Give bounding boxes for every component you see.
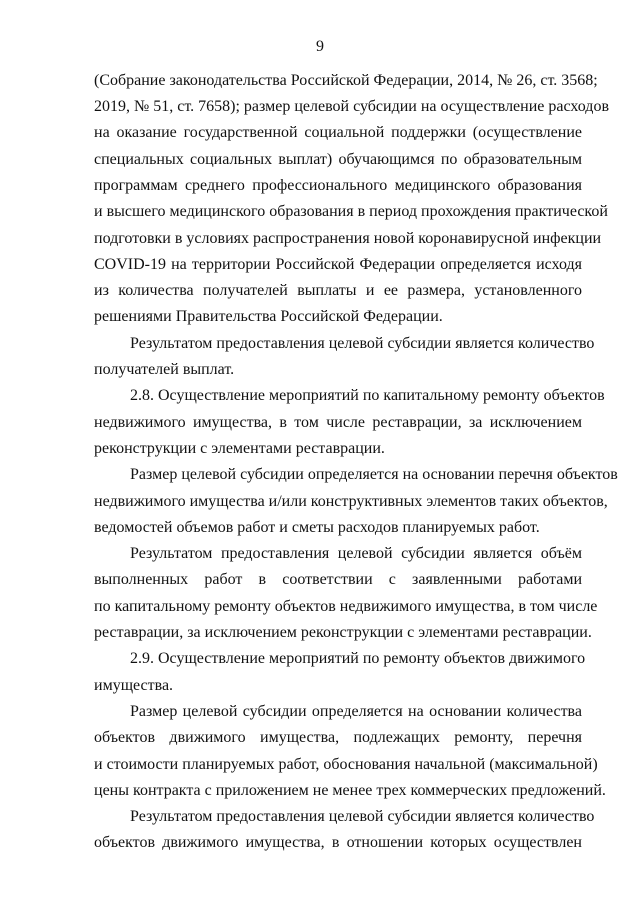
- text-line: решениями Правительства Российской Федерации.: [94, 308, 443, 325]
- text-line: Результатом предоставления целевой субсидии является количество: [130, 335, 595, 352]
- text-line: из количества получателей выплаты и ее размера, установленного: [94, 282, 582, 299]
- text-line: подготовки в условиях распространения новой коронавирусной инфекции: [94, 230, 602, 247]
- page-number: 9: [316, 38, 324, 55]
- text-line: Результатом предоставления целевой субсидии является объём: [130, 545, 582, 562]
- text-line: 2019, № 51, ст. 7658); размер целевой субсидии на осуществление расходов: [94, 98, 609, 115]
- text-line: недвижимого имущества, в том числе реставрации, за исключением: [94, 414, 582, 431]
- text-line: 2.9. Осуществление мероприятий по ремонту объектов движимого: [130, 650, 586, 667]
- text-line: и высшего медицинского образования в период прохождения практической: [94, 203, 608, 220]
- text-line: объектов движимого имущества, подлежащих ремонту, перечня: [94, 729, 582, 746]
- text-line: реставрации, за исключением реконструкции с элементами реставрации.: [94, 624, 592, 641]
- text-line: специальных социальных выплат) обучающимся по образовательным: [94, 151, 582, 168]
- text-line: на оказание государственной социальной поддержки (осуществление: [94, 124, 582, 141]
- text-line: недвижимого имущества и/или конструктивных элементов таких объектов,: [94, 493, 608, 510]
- text-line: цены контракта с приложением не менее трех коммерческих предложений.: [94, 782, 606, 799]
- text-line: 2.8. Осуществление мероприятий по капитальному ремонту объектов: [130, 387, 605, 404]
- text-line: (Собрание законодательства Российской Федерации, 2014, № 26, ст. 3568;: [94, 72, 598, 89]
- text-line: Размер целевой субсидии определяется на основании количества: [130, 703, 582, 720]
- text-line: COVID-19 на территории Российской Федерации определяется исходя: [94, 256, 582, 273]
- text-line: Результатом предоставления целевой субсидии является количество: [130, 808, 595, 825]
- text-line: имущества.: [94, 677, 174, 694]
- text-line: выполненных работ в соответствии с заявленными работами: [94, 571, 582, 588]
- text-line: реконструкции с элементами реставрации.: [94, 440, 385, 457]
- text-line: получателей выплат.: [94, 361, 235, 378]
- text-line: объектов движимого имущества, в отношении которых осуществлен: [94, 834, 582, 851]
- text-line: ведомостей объемов работ и сметы расходов планируемых работ.: [94, 519, 540, 536]
- text-line: по капитальному ремонту объектов недвижимого имущества, в том числе: [94, 598, 598, 615]
- text-line: Размер целевой субсидии определяется на основании перечня объектов: [130, 466, 618, 483]
- text-line: и стоимости планируемых работ, обоснования начальной (максимальной): [94, 756, 598, 773]
- text-line: программам среднего профессионального медицинского образования: [94, 177, 582, 194]
